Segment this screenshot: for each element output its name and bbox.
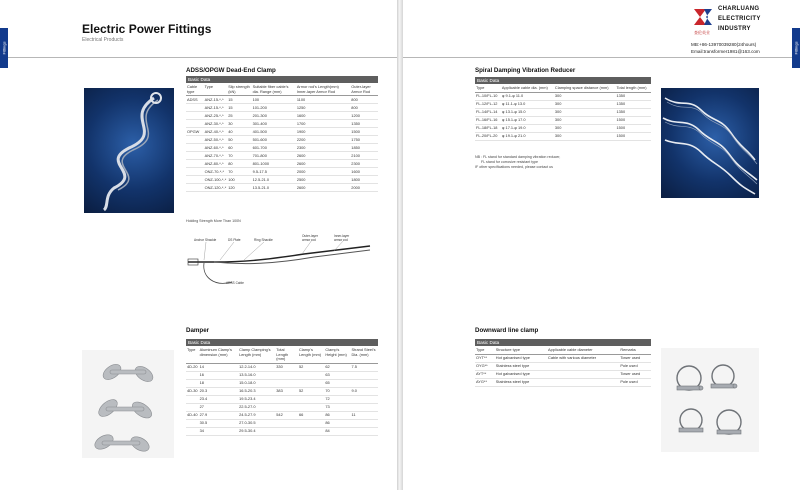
adss-cell: 301-400 <box>252 120 296 128</box>
adss-cell: 12.5-21.0 <box>252 176 296 184</box>
side-tab-right-label: Fittings <box>793 41 799 55</box>
spiral-cell: FL-18/FL-18 <box>475 124 501 132</box>
spiral-cell: 300 <box>554 132 616 140</box>
table-row <box>186 112 378 120</box>
downward-cell <box>547 370 619 378</box>
adss-cell: 2500 <box>296 176 350 184</box>
adss-cell: 1600 <box>296 112 350 120</box>
damper-cell: 27 <box>199 403 238 411</box>
spiral-note-1: NB : FL stand for standard damping vibration reducer, <box>475 155 561 159</box>
adss-cell: ANZ-40-*-* <box>204 128 228 136</box>
side-tab <box>0 28 8 68</box>
table-row <box>475 108 651 116</box>
downward-cell: Stainless steel type <box>495 362 547 370</box>
damper-header-3: Total Length (mm) <box>275 347 298 363</box>
adss-cell: ANZ-50-*-* <box>204 136 228 144</box>
damper-cell <box>275 379 298 387</box>
table-row <box>186 96 378 104</box>
damper-cell: 542 <box>275 411 298 419</box>
adss-cell: 2000 <box>296 168 350 176</box>
adss-cell: 1500 <box>350 128 378 136</box>
adss-cell: ADSS <box>186 96 204 104</box>
table-row <box>475 370 651 378</box>
downward-section-title: Downward line clamp <box>475 327 539 334</box>
logo-name-line-2: ELECTRICITY <box>718 16 761 22</box>
damper-cell: 52 <box>298 363 324 371</box>
adss-header-5: Outer-layer Armor Rod <box>350 84 378 96</box>
table-row <box>186 128 378 136</box>
label-inner-armor-rod: Inner-layer armor rod <box>334 234 350 242</box>
damper-photo <box>82 350 174 458</box>
table-row <box>186 403 378 411</box>
spiral-reducer-photo <box>661 88 759 198</box>
damper-cell: 12.2-14.0 <box>238 363 275 371</box>
adss-cell: 800 <box>350 104 378 112</box>
adss-cell: ONZ-70-*-* <box>204 168 228 176</box>
spiral-note-2: FL stand for corrosive resistant type <box>481 160 538 164</box>
adss-header-2: Slip strength (kN) <box>227 84 251 96</box>
adss-cell: 1600 <box>350 168 378 176</box>
damper-cell: 4D-30 <box>186 387 199 395</box>
table-row <box>186 144 378 152</box>
damper-cell: 62 <box>324 363 350 371</box>
adss-note: Holding Strength More Than 100N <box>186 219 241 223</box>
adss-cell: ANZ-15-*-* <box>204 104 228 112</box>
damper-cell <box>298 379 324 387</box>
adss-cell <box>186 136 204 144</box>
adss-cell: 1200 <box>350 112 378 120</box>
damper-cell: 4D-20 <box>186 363 199 371</box>
damper-cell <box>350 371 378 379</box>
adss-cell: 50 <box>227 136 251 144</box>
damper-cell: 66 <box>298 411 324 419</box>
damper-cell: 9.0 <box>350 387 378 395</box>
damper-cell: 70 <box>324 387 350 395</box>
adss-cell: 401-500 <box>252 128 296 136</box>
adss-cell: 70 <box>227 168 251 176</box>
adss-cell: 9.5-17.5 <box>252 168 296 176</box>
adss-cell: ANZ-25-*-* <box>204 112 228 120</box>
damper-cell: 19.5-23.4 <box>238 395 275 403</box>
adss-cell: ANZ-60-*-* <box>204 144 228 152</box>
table-row <box>186 160 378 168</box>
damper-cell <box>350 395 378 403</box>
side-tab-label: Fittings <box>1 41 7 55</box>
spiral-cell: 300 <box>554 124 616 132</box>
downward-cell: Hot galvanised type <box>495 370 547 378</box>
spiral-cell: 300 <box>554 100 616 108</box>
downward-header-0: Type <box>475 347 495 354</box>
table-row <box>186 104 378 112</box>
damper-basic-data-bar: Basic Data <box>186 339 378 346</box>
adss-cell: 70 <box>227 152 251 160</box>
damper-cell <box>350 419 378 427</box>
adss-cell: 1750 <box>350 136 378 144</box>
downward-data-table <box>475 347 651 387</box>
adss-cell: 1350 <box>350 120 378 128</box>
downward-cell: Cable with various diameter <box>547 354 619 362</box>
spiral-cell: φ 15.1-φ 17.0 <box>501 116 554 124</box>
adss-cell: 1700 <box>296 120 350 128</box>
adss-cell: 40 <box>227 128 251 136</box>
damper-cell <box>350 403 378 411</box>
damper-cell: 84 <box>324 427 350 435</box>
damper-cell: 15.0-18.0 <box>238 379 275 387</box>
damper-cell: 20.3 <box>199 387 238 395</box>
spiral-cell: 300 <box>554 108 616 116</box>
spiral-cell: φ 11.1-φ 13.0 <box>501 100 554 108</box>
adss-cell: 1800 <box>350 176 378 184</box>
damper-cell <box>298 427 324 435</box>
damper-cell <box>186 427 199 435</box>
table-row <box>186 176 378 184</box>
side-tab-right <box>792 28 800 68</box>
table-row <box>475 132 651 140</box>
downward-cell: Pole used <box>619 362 651 370</box>
adss-header-3: Suitable fiber cable's dia. Range (mm) <box>252 84 296 96</box>
logo-chinese-name: 查伦英业 <box>694 30 710 35</box>
adss-cell: 801-1000 <box>252 160 296 168</box>
adss-cell: 25 <box>227 112 251 120</box>
page-subtitle: Electrical Products <box>82 37 124 43</box>
table-row <box>186 184 378 192</box>
damper-cell: 14 <box>199 363 238 371</box>
adss-cell: 1900 <box>296 128 350 136</box>
logo-name-line-3: INDUSTRY <box>718 26 751 32</box>
table-row <box>475 92 651 100</box>
adss-cell: 1250 <box>296 104 350 112</box>
adss-cell: 501-600 <box>252 136 296 144</box>
damper-cell: 65 <box>324 379 350 387</box>
adss-cell: ONZ-100-*-* <box>204 176 228 184</box>
downward-cell <box>547 378 619 386</box>
spiral-cell: 1500 <box>615 132 651 140</box>
table-row <box>186 136 378 144</box>
damper-cell <box>275 395 298 403</box>
dead-end-clamp-photo <box>84 88 174 213</box>
table-row <box>186 387 378 395</box>
damper-cell: 52 <box>298 387 324 395</box>
damper-cell <box>350 379 378 387</box>
table-row <box>186 379 378 387</box>
adss-cell <box>186 152 204 160</box>
spiral-cell: φ 9.1-φ 11.0 <box>501 92 554 100</box>
adss-cell <box>186 144 204 152</box>
adss-cell: 15 <box>227 104 251 112</box>
table-row <box>475 378 651 386</box>
adss-cell: 1850 <box>350 144 378 152</box>
contact-email: Email:transformer1981@163.com <box>691 48 760 54</box>
damper-cell: 23.4 <box>199 395 238 403</box>
spiral-note-3: IF other specifications needed, please contact us <box>475 165 553 169</box>
clamp-assembly-diagram <box>184 232 374 292</box>
damper-cell: 63 <box>324 371 350 379</box>
table-row <box>186 427 378 435</box>
adss-cell: 15 <box>227 96 251 104</box>
adss-cell: 2300 <box>296 144 350 152</box>
spiral-cell: φ 17.1-φ 19.0 <box>501 124 554 132</box>
adss-cell: ANZ-80-*-* <box>204 160 228 168</box>
adss-cell: 800 <box>350 96 378 104</box>
spiral-cell: FL-14/FL-14 <box>475 108 501 116</box>
table-row <box>186 411 378 419</box>
damper-cell: 27.9 <box>199 411 238 419</box>
header-divider-right <box>403 57 792 58</box>
adss-section-title: ADSS/OPGW Dead-End Clamp <box>186 67 276 74</box>
adss-cell: 101-200 <box>252 104 296 112</box>
spiral-header-3: Total length (mm) <box>615 85 651 92</box>
adss-cell <box>186 104 204 112</box>
damper-cell: 383 <box>275 387 298 395</box>
damper-cell <box>186 371 199 379</box>
damper-cell <box>186 403 199 411</box>
damper-section-title: Damper <box>186 327 210 334</box>
adss-cell: 80 <box>227 160 251 168</box>
label-outer-armor-rod: Outer-layer armor rod <box>302 234 318 242</box>
spiral-cell: φ 13.1-φ 15.0 <box>501 108 554 116</box>
damper-cell: 18 <box>199 379 238 387</box>
adss-cell: ANZ-70-*-* <box>204 152 228 160</box>
damper-header-4: Clamp's Length (mm) <box>298 347 324 363</box>
damper-cell <box>186 395 199 403</box>
adss-cell: 120 <box>227 184 251 192</box>
adss-header-1: Type <box>204 84 228 96</box>
damper-cell <box>186 419 199 427</box>
logo-company-name <box>718 4 761 34</box>
downward-header-1: Structure type <box>495 347 547 354</box>
spiral-cell: 1500 <box>615 116 651 124</box>
label-anchor-shackle: Anchor Shackle <box>194 238 217 242</box>
damper-cell <box>298 371 324 379</box>
spiral-header-2: Clamping space distance (mm) <box>554 85 616 92</box>
table-row <box>186 395 378 403</box>
damper-cell <box>275 419 298 427</box>
table-row <box>186 363 378 371</box>
left-page <box>0 0 397 490</box>
spiral-cell: 1500 <box>615 124 651 132</box>
downward-cell: AYT** <box>475 370 495 378</box>
adss-cell: 100 <box>252 96 296 104</box>
damper-cell: 4D-40 <box>186 411 199 419</box>
adss-cell: 701-800 <box>252 152 296 160</box>
label-ring-shackle: Ring Shackle <box>254 238 273 242</box>
downward-cell: Tower used <box>619 370 651 378</box>
downward-cell: Hot galvanised type <box>495 354 547 362</box>
spiral-header-0: Type <box>475 85 501 92</box>
label-ds-plate: DS Plate <box>228 238 241 242</box>
damper-cell: 22.5-27.0 <box>238 403 275 411</box>
downward-cell <box>547 362 619 370</box>
damper-cell: 86 <box>324 411 350 419</box>
damper-cell: 73 <box>324 403 350 411</box>
downward-cell: Stainless steel type <box>495 378 547 386</box>
downward-cell: Pole used <box>619 378 651 386</box>
header-divider <box>8 57 397 58</box>
right-page <box>403 0 800 490</box>
damper-cell: 16.5-20.3 <box>238 387 275 395</box>
spiral-cell: 300 <box>554 92 616 100</box>
damper-cell: 13.5-16.0 <box>238 371 275 379</box>
adss-cell: ANZ-15-*-* <box>204 96 228 104</box>
adss-cell <box>186 120 204 128</box>
damper-header-5: Clamp's Height (mm) <box>324 347 350 363</box>
adss-header-0: Cable type <box>186 84 204 96</box>
downward-header-3: Remarks <box>619 347 651 354</box>
table-row <box>186 152 378 160</box>
adss-cell: 100 <box>227 176 251 184</box>
spiral-cell: 1350 <box>615 92 651 100</box>
adss-cell: 30 <box>227 120 251 128</box>
table-row <box>186 120 378 128</box>
adss-cell: 201-300 <box>252 112 296 120</box>
adss-header-4: Armor rod's Length(mm) Inner-layer Armor Rod <box>296 84 350 96</box>
adss-cell: ONZ-120-*-* <box>204 184 228 192</box>
damper-data-table <box>186 347 378 436</box>
adss-cell <box>186 168 204 176</box>
adss-cell: 2600 <box>296 184 350 192</box>
adss-cell: 2100 <box>350 152 378 160</box>
contact-phone: MB:+86-13970039280(24hours) <box>691 42 757 47</box>
adss-cell <box>186 160 204 168</box>
damper-header-0: Type <box>186 347 199 363</box>
damper-header-2: Clamp Clamping's Length (mm) <box>238 347 275 363</box>
logo-mark-icon <box>692 6 714 28</box>
adss-cell: 2600 <box>296 160 350 168</box>
downward-cell: OYG** <box>475 362 495 370</box>
label-adss-cable: ADSS Cable <box>226 281 244 285</box>
spiral-cell: 300 <box>554 116 616 124</box>
damper-header-1: Aluminum Clamp's dimension (mm) <box>199 347 238 363</box>
damper-cell: 330 <box>275 363 298 371</box>
adss-cell: ANZ-30-*-* <box>204 120 228 128</box>
damper-cell: 29.5-30.4 <box>238 427 275 435</box>
adss-cell: 2600 <box>296 152 350 160</box>
downward-cell: OYT** <box>475 354 495 362</box>
damper-cell: 7.5 <box>350 363 378 371</box>
damper-cell <box>186 379 199 387</box>
table-row <box>186 371 378 379</box>
damper-cell <box>298 395 324 403</box>
table-row <box>475 362 651 370</box>
damper-cell: 72 <box>324 395 350 403</box>
downward-cell: AYG** <box>475 378 495 386</box>
damper-header-6: Strand Steel's Dia. (mm) <box>350 347 378 363</box>
table-row <box>186 419 378 427</box>
spiral-cell: 1350 <box>615 108 651 116</box>
adss-basic-data-bar: Basic Data <box>186 76 378 83</box>
spiral-cell: FL-20/FL-20 <box>475 132 501 140</box>
table-row <box>475 116 651 124</box>
adss-cell: OPGW <box>186 128 204 136</box>
spiral-cell: 1350 <box>615 100 651 108</box>
downward-cell: Tower used <box>619 354 651 362</box>
table-row <box>475 354 651 362</box>
spiral-cell: FL-10/FL-10 <box>475 92 501 100</box>
damper-cell: 16 <box>199 371 238 379</box>
spiral-data-table <box>475 85 651 141</box>
adss-cell: 1100 <box>296 96 350 104</box>
adss-data-table <box>186 84 378 192</box>
adss-cell: 2200 <box>296 136 350 144</box>
spiral-section-title: Spiral Damping Vibration Reducer <box>475 67 576 74</box>
table-row <box>186 168 378 176</box>
adss-cell <box>186 184 204 192</box>
damper-cell: 34 <box>199 427 238 435</box>
damper-cell: 86 <box>324 419 350 427</box>
adss-cell: 2000 <box>350 184 378 192</box>
logo-name-line-1: CHARLUANG <box>718 6 760 12</box>
damper-cell: 24.5-27.9 <box>238 411 275 419</box>
table-row <box>475 124 651 132</box>
spiral-header-1: Applicable cable dia. (mm) <box>501 85 554 92</box>
spiral-notes <box>475 155 560 170</box>
downward-clamp-photo <box>661 348 759 452</box>
spiral-basic-data-bar: Basic Data <box>475 77 651 84</box>
adss-cell <box>186 112 204 120</box>
page-title: Electric Power Fittings <box>82 22 212 36</box>
adss-cell: 13.5-21.0 <box>252 184 296 192</box>
damper-cell <box>275 403 298 411</box>
adss-cell: 2300 <box>350 160 378 168</box>
damper-cell <box>275 371 298 379</box>
adss-cell: 601-700 <box>252 144 296 152</box>
table-row <box>475 100 651 108</box>
downward-basic-data-bar: Basic Data <box>475 339 651 346</box>
spiral-cell: FL-16/FL-16 <box>475 116 501 124</box>
damper-cell: 11 <box>350 411 378 419</box>
damper-cell <box>298 419 324 427</box>
damper-cell <box>298 403 324 411</box>
spiral-cell: φ 19.1-φ 21.0 <box>501 132 554 140</box>
damper-cell: 27.0-30.5 <box>238 419 275 427</box>
contact-info <box>691 42 760 55</box>
downward-header-2: Applicable cable diameter <box>547 347 619 354</box>
adss-cell <box>186 176 204 184</box>
damper-cell <box>275 427 298 435</box>
damper-cell: 30.5 <box>199 419 238 427</box>
adss-cell: 60 <box>227 144 251 152</box>
damper-cell <box>350 427 378 435</box>
spiral-cell: FL-12/FL-12 <box>475 100 501 108</box>
